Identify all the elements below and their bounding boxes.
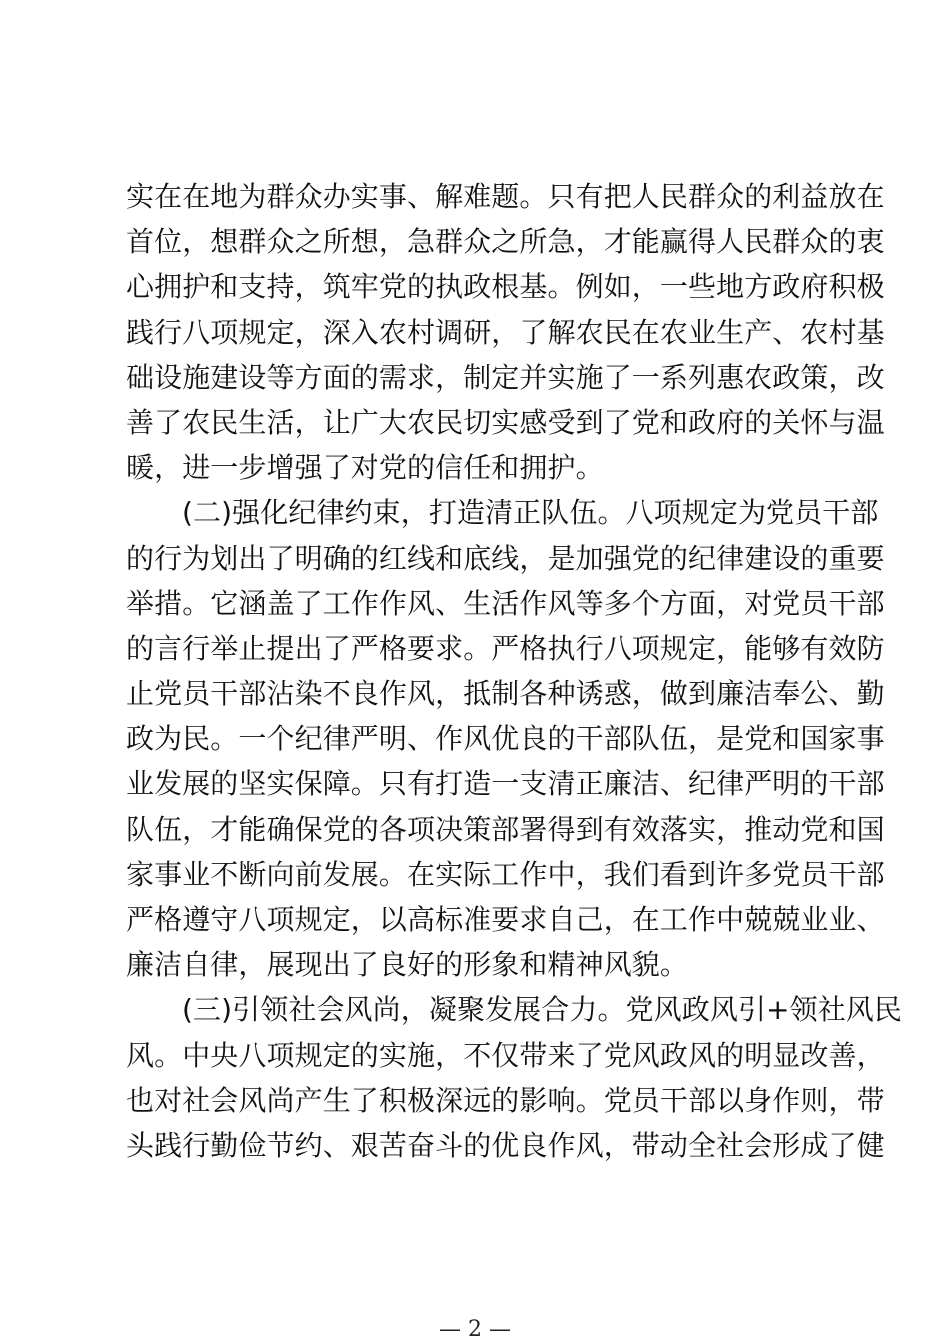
text-line: 善了农民生活，让广大农民切实感受到了党和政府的关怀与温 bbox=[126, 405, 885, 439]
text-line: 的言行举止提出了严格要求。严格执行八项规定，能够有效防 bbox=[126, 631, 885, 665]
text-line: 廉洁自律，展现出了良好的形象和精神风貌。 bbox=[126, 948, 689, 982]
text-line: 心拥护和支持，筑牢党的执政根基。例如，一些地方政府积极 bbox=[126, 270, 885, 304]
text-line: 暖，进一步增强了对党的信任和拥护。 bbox=[126, 451, 604, 485]
section-heading-line: (二)强化纪律约束，打造清正队伍。八项规定为党员干部 bbox=[182, 496, 879, 530]
text-line: 的行为划出了明确的红线和底线，是加强党的纪律建设的重要 bbox=[126, 541, 885, 575]
text-line: 也对社会风尚产生了积极深远的影响。党员干部以身作则，带 bbox=[126, 1083, 885, 1117]
text-line: 首位，想群众之所想，急群众之所急，才能赢得人民群众的衷 bbox=[126, 225, 885, 259]
text-line: 实在在地为群众办实事、解难题。只有把人民群众的利益放在 bbox=[126, 180, 885, 213]
text-line: 队伍，才能确保党的各项决策部署得到有效落实，推动党和国 bbox=[126, 812, 885, 846]
text-line: 止党员干部沾染不良作风，抵制各种诱惑，做到廉洁奉公、勤 bbox=[126, 677, 885, 711]
text-line: 风。中央八项规定的实施，不仅带来了党风政风的明显改善， bbox=[126, 1038, 885, 1072]
text-line: 业发展的坚实保障。只有打造一支清正廉洁、纪律严明的干部 bbox=[126, 767, 885, 801]
text-line: 头践行勤俭节约、艰苦奋斗的优良作风，带动全社会形成了健 bbox=[126, 1128, 885, 1162]
text-line: 家事业不断向前发展。在实际工作中，我们看到许多党员干部 bbox=[126, 857, 885, 891]
text-line: 践行八项规定，深入农村调研，了解农民在农业生产、农村基 bbox=[126, 315, 885, 349]
section-heading-line: (三)引领社会风尚，凝聚发展合力。党风政风引+领社风民 bbox=[182, 993, 903, 1027]
text-line: 政为民。一个纪律严明、作风优良的干部队伍，是党和国家事 bbox=[126, 722, 885, 756]
text-line: 础设施建设等方面的需求，制定并实施了一系列惠农政策，改 bbox=[126, 360, 885, 394]
body-text bbox=[126, 174, 903, 1168]
text-line: 严格遵守八项规定，以高标准要求自己，在工作中兢兢业业、 bbox=[126, 903, 885, 936]
page-number: — 2 — bbox=[439, 1317, 511, 1342]
text-line: 举措。它涵盖了工作作风、生活作风等多个方面，对党员干部 bbox=[126, 586, 885, 620]
